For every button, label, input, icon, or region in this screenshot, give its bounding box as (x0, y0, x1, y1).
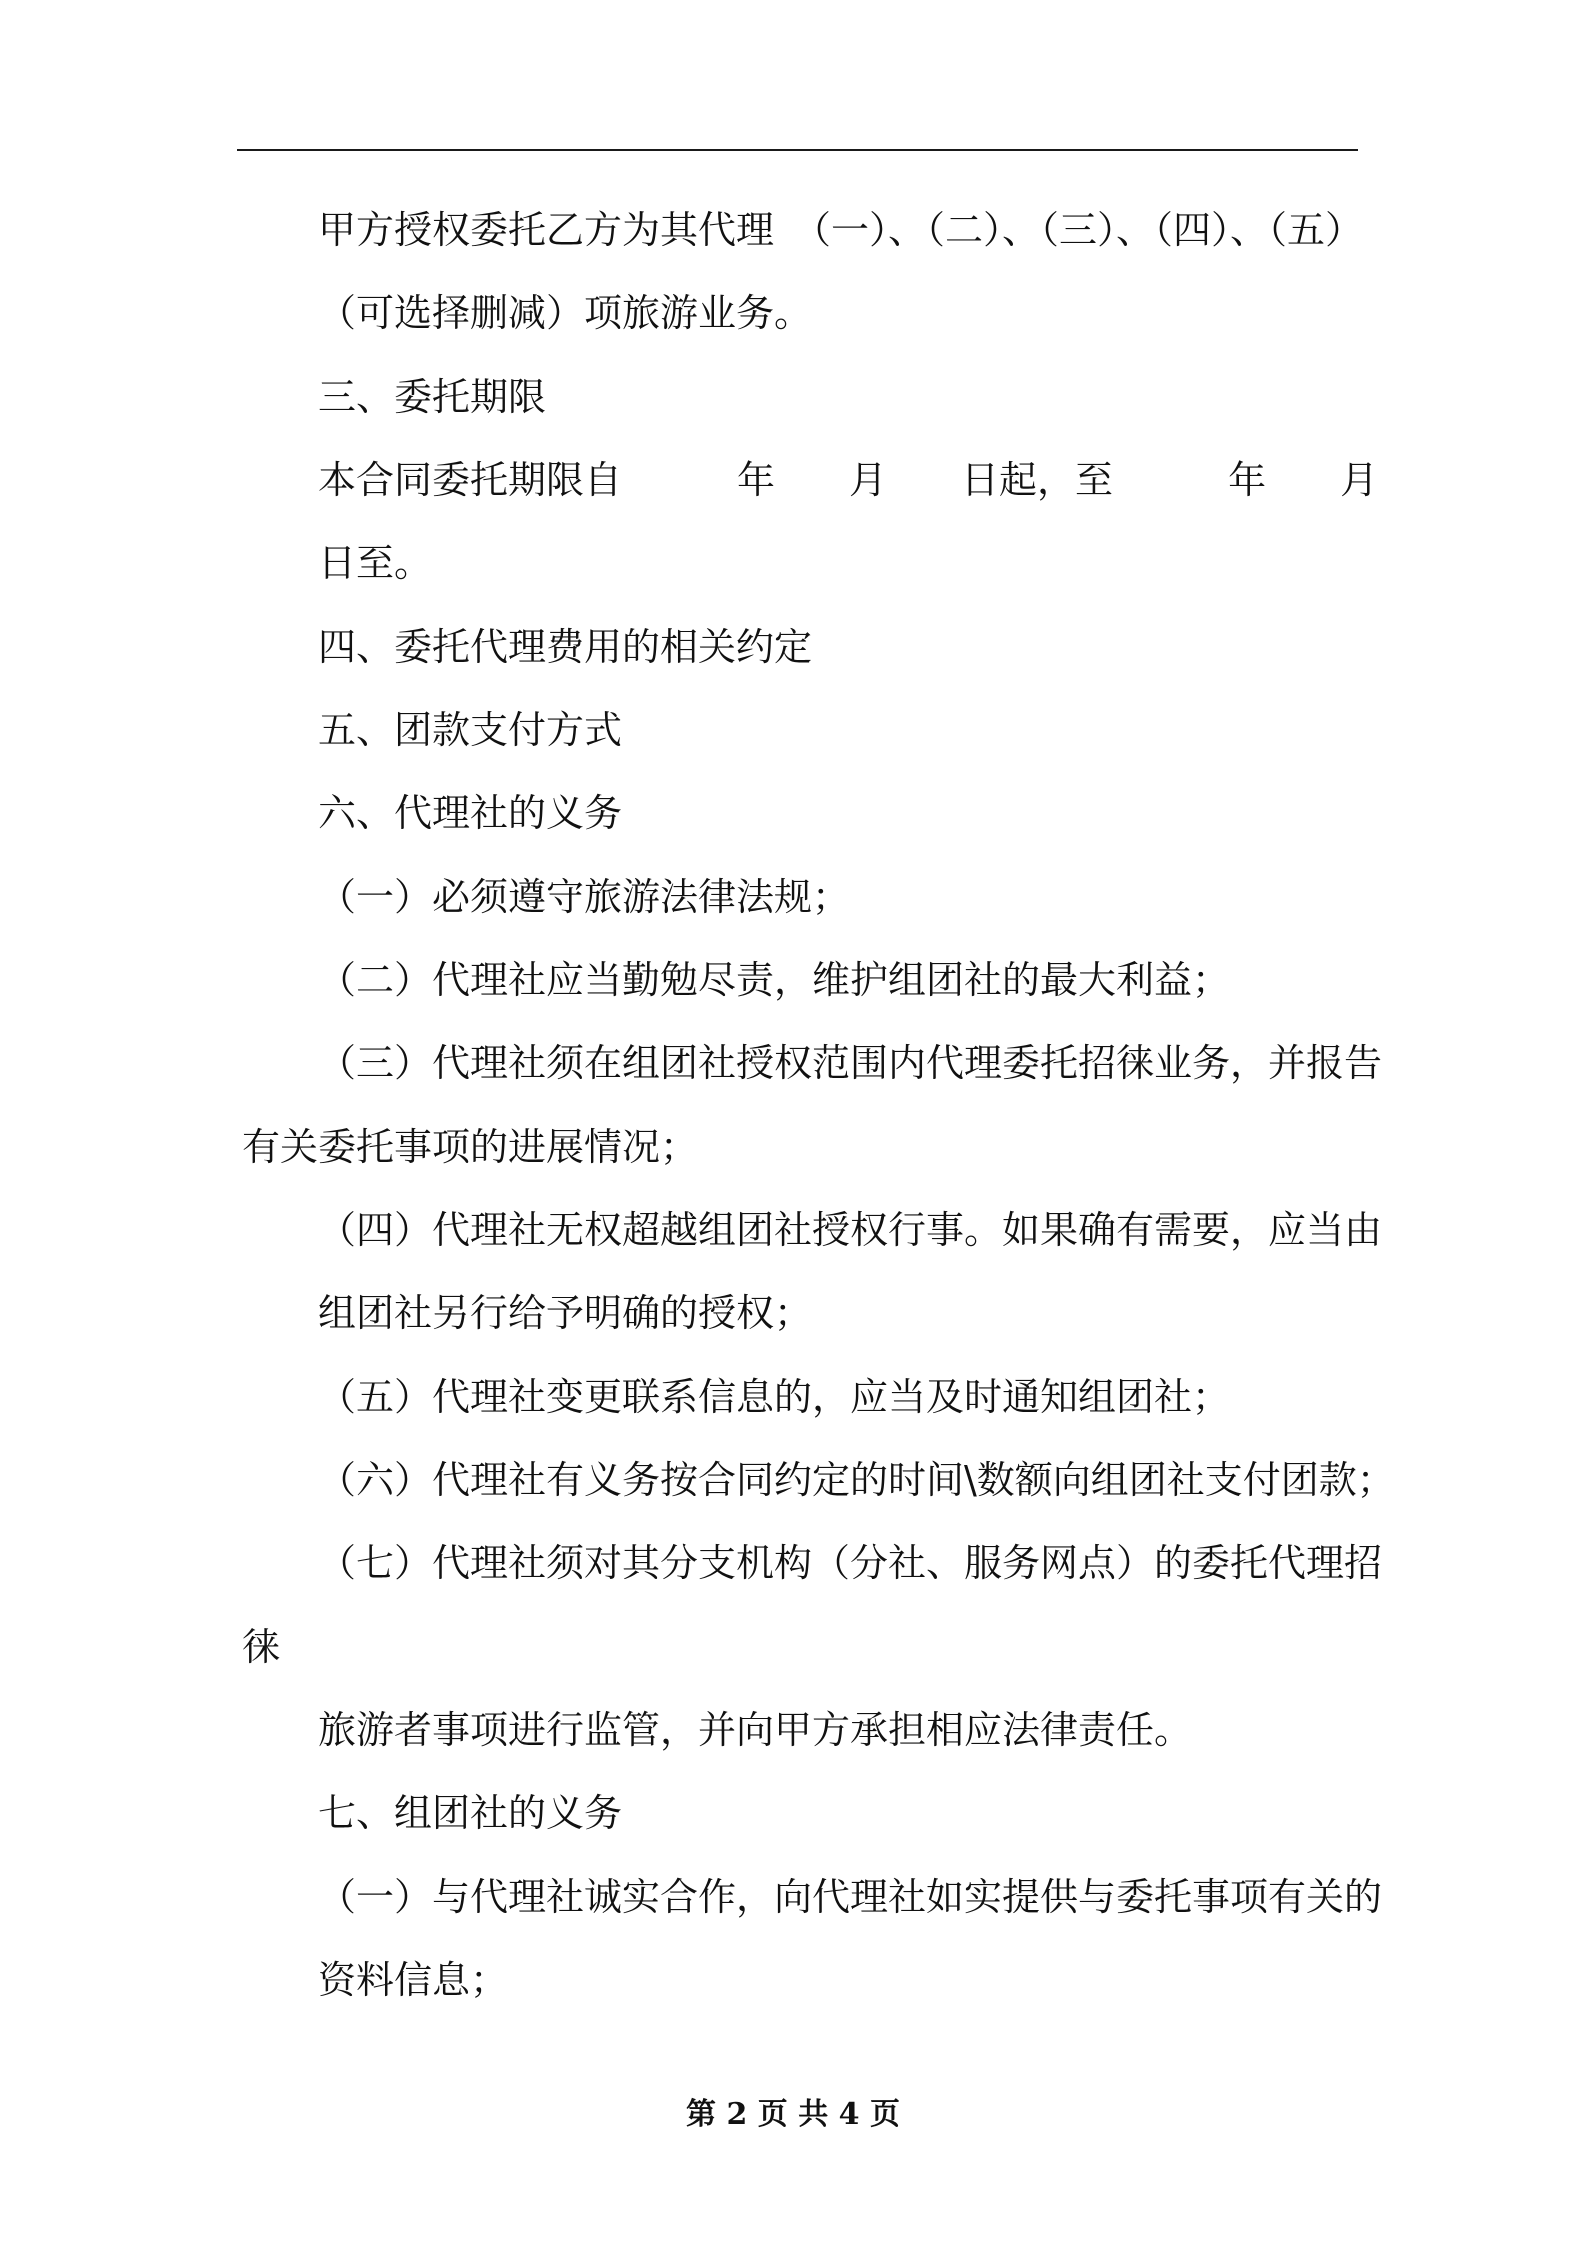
term-year-2: 年 (1228, 458, 1267, 502)
text-line: 甲方授权委托乙方为其代理 （一）、（二）、（三）、（四）、（五） (318, 208, 1364, 252)
section-heading: 五、团款支付方式 (318, 708, 623, 752)
list-item-continuation: 组团社另行给予明确的授权； (318, 1291, 813, 1335)
term-year-1: 年 (737, 458, 776, 502)
section-heading: 三、委托期限 (318, 375, 547, 419)
list-item: （七）代理社须对其分支机构（分社、服务网点）的委托代理招 (318, 1541, 1383, 1585)
text-line: 日至。 (318, 541, 433, 585)
text-line: （可选择删减）项旅游业务。 (318, 291, 813, 335)
list-item: （二）代理社应当勤勉尽责，维护组团社的最大利益； (318, 958, 1231, 1002)
term-day-1: 日起，至 (961, 458, 1114, 502)
section-heading: 四、委托代理费用的相关约定 (318, 625, 813, 669)
page-number: 第 2 页 共 4 页 (686, 2097, 900, 2132)
section-heading: 六、代理社的义务 (318, 791, 623, 835)
list-item: （一）与代理社诚实合作，向代理社如实提供与委托事项有关的 (318, 1875, 1383, 1919)
term-line (318, 455, 1378, 505)
list-item-continuation: 有关委托事项的进展情况； (242, 1125, 699, 1169)
list-item: （一）必须遵守旅游法律法规； (318, 875, 851, 919)
list-item: （三）代理社须在组团社授权范围内代理委托招徕业务，并报告 (318, 1041, 1383, 1085)
list-item-continuation: 旅游者事项进行监管，并向甲方承担相应法律责任。 (318, 1708, 1193, 1752)
term-prefix: 本合同委托期限自 (318, 458, 623, 502)
term-month-2: 月 (1340, 458, 1379, 502)
term-month-1: 月 (849, 458, 888, 502)
list-item-continuation: 徕 (242, 1625, 281, 1669)
list-item: （四）代理社无权超越组团社授权行事。如果确有需要，应当由 (318, 1208, 1383, 1252)
list-item: （五）代理社变更联系信息的，应当及时通知组团社； (318, 1375, 1231, 1419)
list-item: （六）代理社有义务按合同约定的时间\数额向组团社支付团款； (318, 1458, 1395, 1502)
header-rule (237, 149, 1358, 151)
list-item-continuation: 资料信息； (318, 1958, 509, 2002)
section-heading: 七、组团社的义务 (318, 1791, 623, 1835)
